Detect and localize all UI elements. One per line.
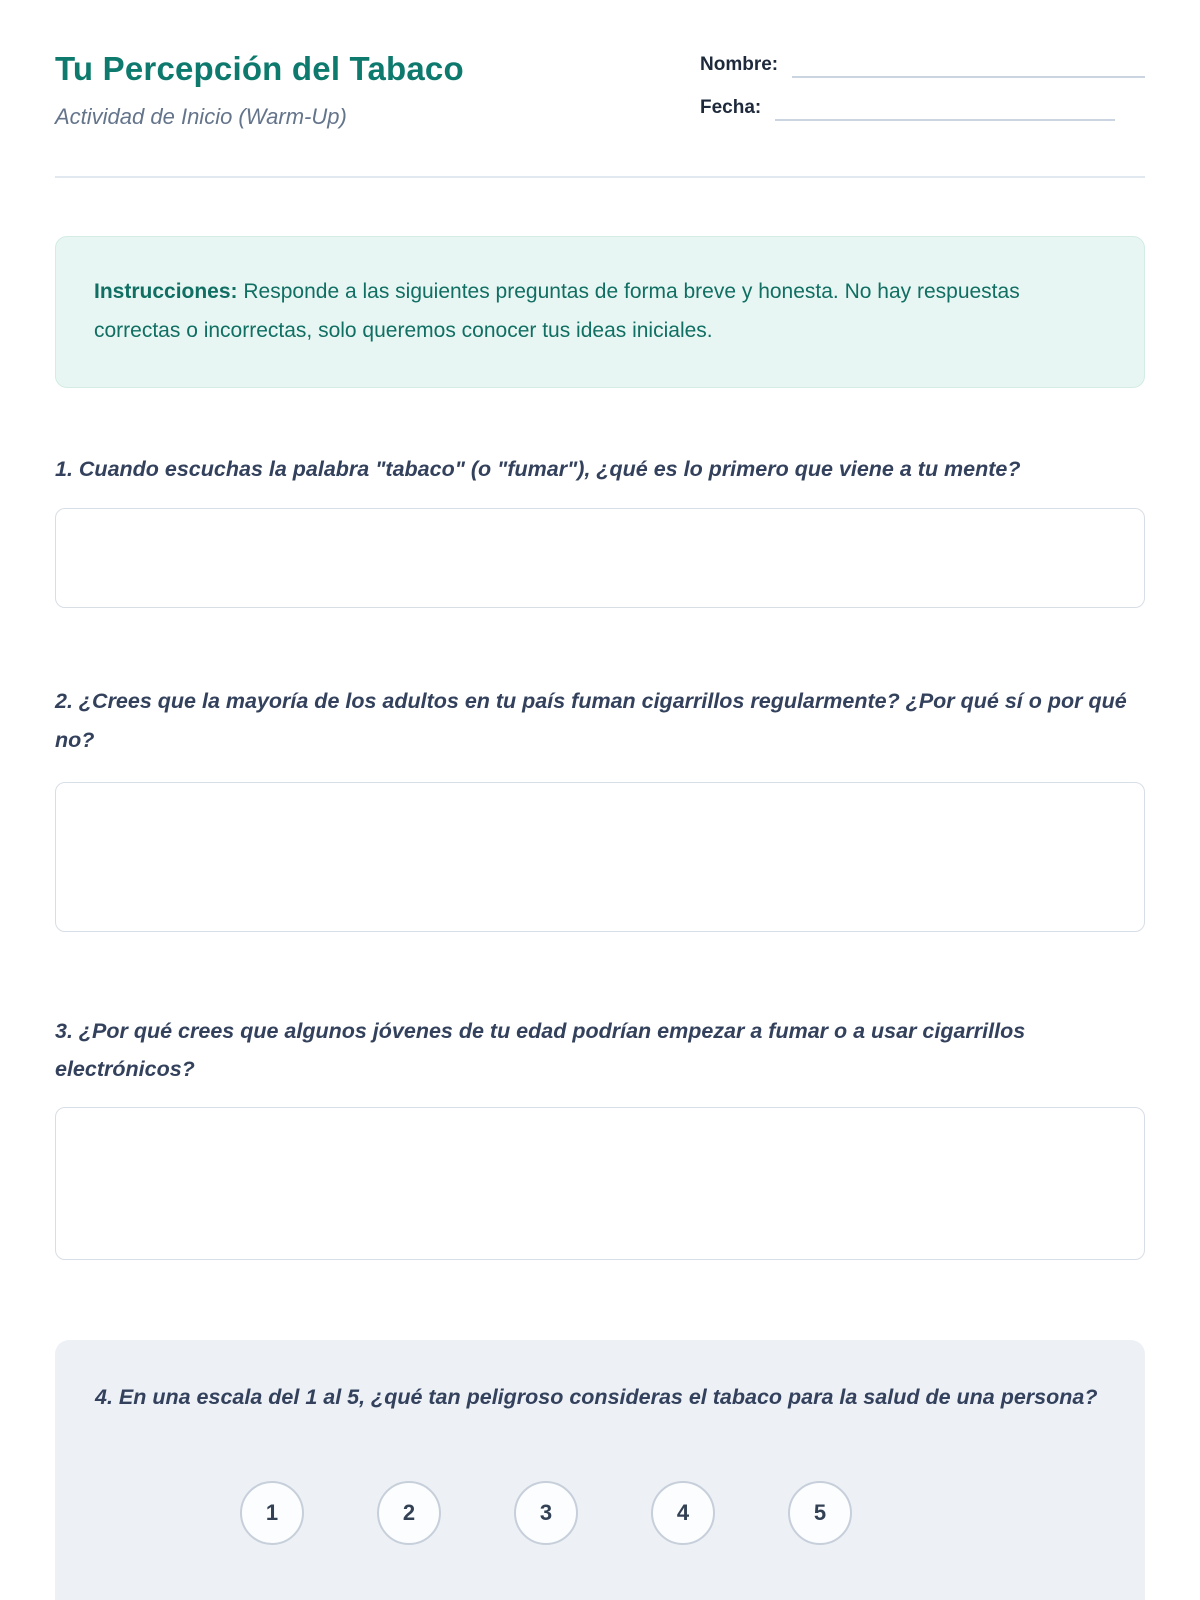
- header-titles: [55, 50, 464, 130]
- scale-option-1[interactable]: 1: [240, 1481, 304, 1545]
- instructions-box: [55, 236, 1145, 388]
- page-subtitle: Actividad de Inicio (Warm-Up): [55, 104, 347, 129]
- question-1-answer-box[interactable]: [55, 508, 1145, 608]
- question-1-text: 1. Cuando escuchas la palabra "tabaco" (o "fumar"), ¿qué es lo primero que viene a tu mente?: [55, 456, 1021, 481]
- header: [55, 50, 1145, 140]
- date-label: Fecha:: [700, 97, 762, 118]
- scale-option-5[interactable]: 5: [788, 1481, 852, 1545]
- scale-option-4[interactable]: 4: [651, 1481, 715, 1545]
- instructions-text: Responde a las siguientes preguntas de forma breve y honesta. No hay respuestas correctas o incorrectas, solo queremos conocer tus ideas iniciales.: [94, 280, 1020, 342]
- page-title: Tu Percepción del Tabaco: [55, 50, 464, 87]
- question-2-answer-box[interactable]: [55, 782, 1145, 932]
- date-field-row: [700, 97, 1145, 121]
- name-label: Nombre:: [700, 54, 779, 75]
- question-3-block: [55, 1012, 1145, 1260]
- question-4-text: 4. En una escala del 1 al 5, ¿qué tan peligroso consideras el tabaco para la salud de una persona?: [95, 1385, 1098, 1410]
- question-1-block: [55, 450, 1145, 609]
- scale-option-3[interactable]: 3: [514, 1481, 578, 1545]
- name-field-row: [700, 54, 1145, 78]
- header-divider: [55, 176, 1145, 178]
- question-3-text: 3. ¿Por qué crees que algunos jóvenes de tu edad podrían empezar a fumar o a usar cigarrillos electrónicos?: [55, 1018, 1026, 1082]
- instructions-label: Instrucciones:: [94, 280, 238, 303]
- scale-options: [240, 1481, 1105, 1545]
- header-fields: [700, 50, 1145, 140]
- name-input-line[interactable]: [792, 58, 1145, 78]
- question-2-block: [55, 682, 1145, 931]
- question-2-text: 2. ¿Crees que la mayoría de los adultos en tu país fuman cigarrillos regularmente? ¿Por qué sí o por qué no?: [55, 689, 1127, 753]
- date-input-line[interactable]: [775, 101, 1115, 121]
- scale-option-2[interactable]: 2: [377, 1481, 441, 1545]
- question-3-answer-box[interactable]: [55, 1107, 1145, 1260]
- scale-section: [55, 1340, 1145, 1600]
